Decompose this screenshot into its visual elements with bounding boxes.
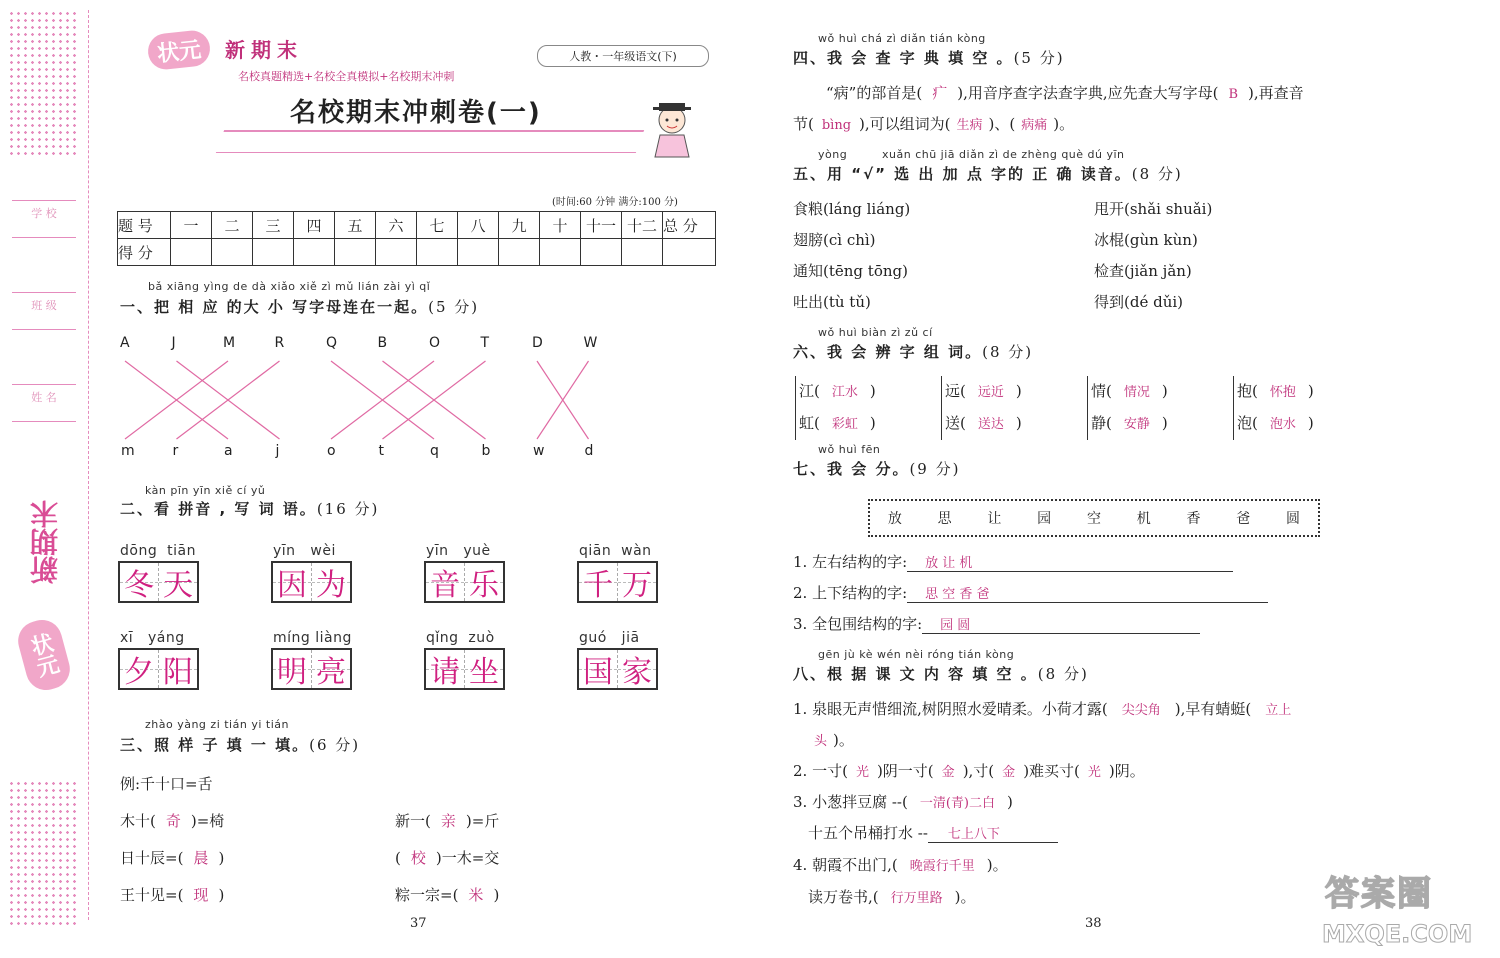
answer-character: 千 bbox=[583, 568, 613, 603]
brand-logo: 状元 bbox=[146, 29, 211, 71]
score-cell[interactable] bbox=[171, 239, 212, 266]
q5-item-6[interactable]: 检查(jiǎn jǎn) bbox=[1094, 262, 1192, 280]
uppercase-letter-A[interactable]: A bbox=[120, 335, 130, 351]
q7-character: 香 bbox=[1186, 511, 1201, 527]
q2-word-item bbox=[118, 630, 199, 690]
q7-character: 爸 bbox=[1236, 511, 1251, 527]
q7-pinyin: wǒ huì fēn bbox=[818, 443, 881, 456]
lowercase-letter-j[interactable]: j bbox=[275, 443, 280, 459]
q8-line-1: 1. 泉眼无声惜细流,树阴照水爱晴柔。小荷才露( 尖尖角 ),早有蜻蜓( 立上 bbox=[793, 700, 1292, 718]
answer-character: 天 bbox=[163, 568, 193, 603]
q2-word-item bbox=[577, 630, 658, 690]
uppercase-letter-D[interactable]: D bbox=[532, 335, 543, 351]
score-table-header-row bbox=[118, 212, 716, 239]
q5-title: 五、用 “√” 选 出 加 点 字的 正 确 读音。(8 分) bbox=[793, 165, 1183, 183]
decorative-dot-pattern-bottom bbox=[8, 780, 78, 925]
q5-item-2[interactable]: 甩开(shǎi shuǎi) bbox=[1094, 200, 1213, 218]
edition-badge: 人教・一年级语文(下) bbox=[537, 45, 709, 67]
uppercase-letter-O[interactable]: O bbox=[429, 335, 441, 351]
decorative-dot-pattern-top bbox=[8, 10, 78, 155]
q2-word-pinyin: yīn wèi bbox=[273, 543, 336, 559]
score-cell-total[interactable] bbox=[663, 239, 716, 266]
lowercase-letter-q[interactable]: q bbox=[430, 443, 439, 459]
tianzige-cell[interactable] bbox=[159, 650, 197, 688]
answer-character: 因 bbox=[277, 568, 307, 603]
score-cell[interactable] bbox=[540, 239, 581, 266]
q7-title: 七、我 会 分。(9 分) bbox=[793, 460, 961, 478]
q5-item-8[interactable]: 得到(dé dǔi) bbox=[1094, 293, 1184, 311]
q3-pinyin: zhào yàng zi tián yi tián bbox=[145, 718, 289, 731]
q7-character: 圆 bbox=[1286, 511, 1300, 527]
answer-character: 乐 bbox=[469, 568, 499, 603]
score-cell[interactable] bbox=[499, 239, 540, 266]
answer-character: 亮 bbox=[316, 655, 346, 690]
q2-word-pinyin: qiān wàn bbox=[579, 543, 652, 559]
answer-character: 家 bbox=[622, 655, 652, 690]
col-6: 六 bbox=[376, 212, 417, 239]
q5-item-5[interactable]: 通知(tēng tōng) bbox=[793, 262, 908, 280]
tianzige-grid[interactable] bbox=[577, 648, 658, 690]
page-number-right: 38 bbox=[1085, 916, 1102, 931]
tianzige-cell[interactable] bbox=[273, 650, 312, 688]
q8-title: 八、根 据 课 文 内 容 填 空 。(8 分) bbox=[793, 665, 1089, 683]
q2-word-item bbox=[577, 543, 658, 603]
lowercase-letter-m[interactable]: m bbox=[121, 443, 135, 459]
score-cell[interactable] bbox=[458, 239, 499, 266]
q7-character: 放 bbox=[887, 511, 902, 527]
q2-word-pinyin: guó jiā bbox=[579, 630, 640, 646]
score-cell[interactable] bbox=[581, 239, 622, 266]
tianzige-grid[interactable] bbox=[271, 648, 352, 690]
uppercase-letter-B[interactable]: B bbox=[377, 335, 388, 351]
q2-word-item bbox=[424, 630, 505, 690]
q4-line-2: 节( bìng ),可以组词为( 生病 )、( 病痛 )。 bbox=[793, 115, 1075, 133]
col-8: 八 bbox=[458, 212, 499, 239]
q2-word-pinyin: dōng tiān bbox=[120, 543, 196, 559]
school-field[interactable]: 学 校 bbox=[12, 200, 76, 238]
col-1: 一 bbox=[171, 212, 212, 239]
col-7: 七 bbox=[417, 212, 458, 239]
cartoon-scholar-icon bbox=[645, 95, 700, 160]
q3-item-2: 新一( 亲 )=斤 bbox=[395, 812, 500, 830]
watermark-logo: 答案圈 bbox=[1325, 874, 1433, 914]
answer-character: 音 bbox=[430, 568, 460, 603]
score-cell[interactable] bbox=[212, 239, 253, 266]
q5-item-7[interactable]: 吐出(tù tǔ) bbox=[793, 293, 871, 311]
lowercase-letters bbox=[112, 443, 612, 463]
q2-word-pinyin: yīn yuè bbox=[426, 543, 491, 559]
q2-word-pinyin: qǐng zuò bbox=[426, 630, 495, 646]
q8-line-4: 十五个吊桶打水 -- 七上八下 bbox=[808, 822, 1058, 843]
page-number-left: 37 bbox=[410, 916, 427, 931]
q2-word-item bbox=[271, 630, 352, 690]
q2-pinyin: kàn pīn yīn xiě cí yǔ bbox=[145, 484, 266, 497]
q7-row-2: 2. 上下结构的字: 思 空 香 爸 bbox=[793, 582, 1268, 603]
score-cell[interactable] bbox=[376, 239, 417, 266]
col-4: 四 bbox=[294, 212, 335, 239]
q5-item-3[interactable]: 翅膀(cì chì) bbox=[793, 231, 876, 249]
q4-pinyin: wǒ huì chá zì diǎn tián kòng bbox=[818, 32, 986, 45]
q7-character: 园 bbox=[1037, 511, 1052, 527]
q6-pair-3: 情( 情况 ) 静( 安静 ) bbox=[1087, 376, 1168, 440]
q2-word-grid bbox=[118, 543, 678, 703]
row-label-score: 得 分 bbox=[118, 239, 171, 266]
score-table-score-row bbox=[118, 239, 716, 266]
q2-word-pinyin: míng liàng bbox=[273, 630, 352, 646]
answer-character: 万 bbox=[622, 568, 652, 603]
q7-row-3: 3. 全包围结构的字: 园 圆 bbox=[793, 613, 1200, 634]
uppercase-letter-W[interactable]: W bbox=[583, 335, 598, 351]
series-title: 新期末 bbox=[225, 38, 303, 62]
q6-pair-4: 抱( 怀抱 ) 泡( 泡水 ) bbox=[1233, 376, 1314, 440]
answer-character: 国 bbox=[583, 655, 613, 690]
q7-character-box bbox=[868, 499, 1320, 537]
tianzige-cell[interactable] bbox=[465, 563, 503, 601]
col-10: 十 bbox=[540, 212, 581, 239]
q3-item-4: ( 校 )一木=交 bbox=[395, 849, 500, 867]
lowercase-letter-a[interactable]: a bbox=[224, 443, 233, 459]
q4-title: 四、我 会 查 字 典 填 空 。(5 分) bbox=[793, 49, 1065, 67]
class-field[interactable]: 班 级 bbox=[12, 292, 76, 330]
q5-pinyin-a: yòng bbox=[818, 148, 848, 161]
q7-character: 让 bbox=[987, 511, 1002, 527]
time-info: (时间:60 分钟 满分:100 分) bbox=[552, 197, 678, 208]
col-11: 十一 bbox=[581, 212, 622, 239]
q2-word-pinyin: xī yáng bbox=[120, 630, 185, 646]
q6-pinyin: wǒ huì biàn zì zǔ cí bbox=[818, 326, 933, 339]
title-underline-decoration bbox=[216, 130, 644, 153]
name-field[interactable]: 姓 名 bbox=[12, 384, 76, 422]
col-5: 五 bbox=[335, 212, 376, 239]
answer-character: 明 bbox=[277, 655, 307, 690]
lowercase-letter-r[interactable]: r bbox=[172, 443, 179, 459]
q7-character: 空 bbox=[1086, 511, 1101, 527]
q1-title: 一、把 相 应 的大 小 写字母连在一起。(5 分) bbox=[120, 298, 480, 316]
q3-item-6: 粽一宗=( 米 ) bbox=[395, 886, 500, 904]
tianzige-cell[interactable] bbox=[618, 563, 656, 601]
uppercase-letter-Q[interactable]: Q bbox=[326, 335, 338, 351]
tianzige-grid[interactable] bbox=[118, 648, 199, 690]
tianzige-cell[interactable] bbox=[312, 650, 350, 688]
tianzige-cell[interactable] bbox=[120, 563, 159, 601]
score-table bbox=[117, 211, 716, 266]
q3-item-1: 木十( 奇 )=椅 bbox=[120, 812, 225, 830]
col-9: 九 bbox=[499, 212, 540, 239]
q3-item-3: 日十辰=( 晨 ) bbox=[120, 849, 225, 867]
lowercase-letter-w[interactable]: w bbox=[533, 443, 545, 459]
score-cell[interactable] bbox=[622, 239, 663, 266]
series-subtitle: 名校真题精选+名校全真模拟+名校期末冲刺 bbox=[238, 70, 455, 83]
q2-title: 二、看 拼音 , 写 词 语。(16 分) bbox=[120, 500, 380, 518]
row-label-question-number: 题 号 bbox=[118, 212, 171, 239]
lowercase-letter-o[interactable]: o bbox=[327, 443, 336, 459]
col-2: 二 bbox=[212, 212, 253, 239]
answer-character: 阳 bbox=[163, 655, 193, 690]
tianzige-cell[interactable] bbox=[426, 563, 465, 601]
q1-pinyin: bǎ xiāng yìng de dà xiǎo xiě zì mǔ lián zài yì qǐ bbox=[148, 280, 431, 293]
q8-line-3: 3. 小葱拌豆腐 --( 一清(青)二白 ) bbox=[793, 793, 1013, 811]
q3-example: 例:千十口=舌 bbox=[120, 775, 213, 793]
score-cell[interactable] bbox=[294, 239, 335, 266]
watermark-url: MXQE.COM bbox=[1322, 920, 1473, 948]
q7-row-1: 1. 左右结构的字: 放 让 机 bbox=[793, 551, 1233, 572]
tianzige-cell[interactable] bbox=[120, 650, 159, 688]
uppercase-letter-M[interactable]: M bbox=[223, 335, 236, 351]
q6-pair-2: 远( 远近 ) 送( 送达 ) bbox=[941, 376, 1022, 440]
q3-item-5: 王十见=( 现 ) bbox=[120, 886, 225, 904]
q5-item-4[interactable]: 冰棍(gùn kùn) bbox=[1094, 231, 1198, 249]
tianzige-grid[interactable] bbox=[118, 561, 199, 603]
q2-word-item bbox=[118, 543, 199, 603]
q5-item-1[interactable]: 食粮(láng liáng) bbox=[793, 200, 911, 218]
answer-character: 为 bbox=[316, 568, 346, 603]
vertical-series-title: 新期末 bbox=[29, 500, 62, 584]
q1-letter-matching bbox=[112, 335, 612, 465]
lowercase-letter-t[interactable]: t bbox=[378, 443, 384, 459]
col-3: 三 bbox=[253, 212, 294, 239]
uppercase-letter-J[interactable]: J bbox=[171, 335, 176, 351]
q7-character: 机 bbox=[1136, 511, 1151, 527]
q6-title: 六、我 会 辨 字 组 词。(8 分) bbox=[793, 343, 1034, 361]
col-total: 总 分 bbox=[663, 212, 716, 239]
tianzige-cell[interactable] bbox=[618, 650, 656, 688]
q8-line-1-cont: 头 )。 bbox=[814, 731, 854, 749]
vertical-brand-logo: 状元 bbox=[14, 615, 75, 694]
col-12: 十二 bbox=[622, 212, 663, 239]
lowercase-letter-d[interactable]: d bbox=[584, 443, 594, 459]
tianzige-cell[interactable] bbox=[579, 563, 618, 601]
tianzige-grid[interactable] bbox=[424, 561, 505, 603]
binding-line bbox=[88, 10, 90, 920]
q4-line-1: “病”的部首是( 疒 ),用音序查字法查字典,应先查大写字母( B ),再查音 bbox=[826, 84, 1304, 102]
q2-word-item bbox=[424, 543, 505, 603]
tianzige-grid[interactable] bbox=[424, 648, 505, 690]
q2-word-item bbox=[271, 543, 352, 603]
lowercase-letter-b[interactable]: b bbox=[481, 443, 491, 459]
q8-line-2: 2. 一寸( 光 )阴一寸( 金 ),寸( 金 )难买寸( 光 )阴。 bbox=[793, 762, 1145, 780]
tianzige-cell[interactable] bbox=[465, 650, 503, 688]
q6-pair-1: 江( 江水 ) 虹( 彩虹 ) bbox=[795, 376, 876, 440]
tianzige-cell[interactable] bbox=[159, 563, 197, 601]
answer-character: 请 bbox=[430, 655, 460, 690]
score-cell[interactable] bbox=[253, 239, 294, 266]
q7-character: 思 bbox=[937, 511, 952, 527]
q3-title: 三、照 样 子 填 一 填。(6 分) bbox=[120, 736, 361, 754]
q8-line-5: 4. 朝霞不出门,( 晚霞行千里 )。 bbox=[793, 856, 1008, 874]
tianzige-grid[interactable] bbox=[577, 561, 658, 603]
answer-character: 冬 bbox=[124, 568, 154, 603]
q5-pinyin-b: xuǎn chū jiā diǎn zì de zhèng què dú yīn bbox=[882, 148, 1125, 161]
tianzige-cell[interactable] bbox=[312, 563, 350, 601]
uppercase-letter-T[interactable]: T bbox=[480, 335, 490, 351]
tianzige-cell[interactable] bbox=[273, 563, 312, 601]
answer-character: 坐 bbox=[469, 655, 499, 690]
exam-title: 名校期末冲刺卷(一) bbox=[290, 98, 542, 128]
score-cell[interactable] bbox=[417, 239, 458, 266]
answer-character: 夕 bbox=[124, 655, 154, 690]
tianzige-cell[interactable] bbox=[579, 650, 618, 688]
q8-pinyin: gēn jù kè wén nèi róng tián kòng bbox=[818, 648, 1015, 661]
tianzige-cell[interactable] bbox=[426, 650, 465, 688]
score-cell[interactable] bbox=[335, 239, 376, 266]
tianzige-grid[interactable] bbox=[271, 561, 352, 603]
uppercase-letter-R[interactable]: R bbox=[274, 335, 285, 351]
q8-line-6: 读万卷书,( 行万里路 )。 bbox=[808, 888, 976, 906]
